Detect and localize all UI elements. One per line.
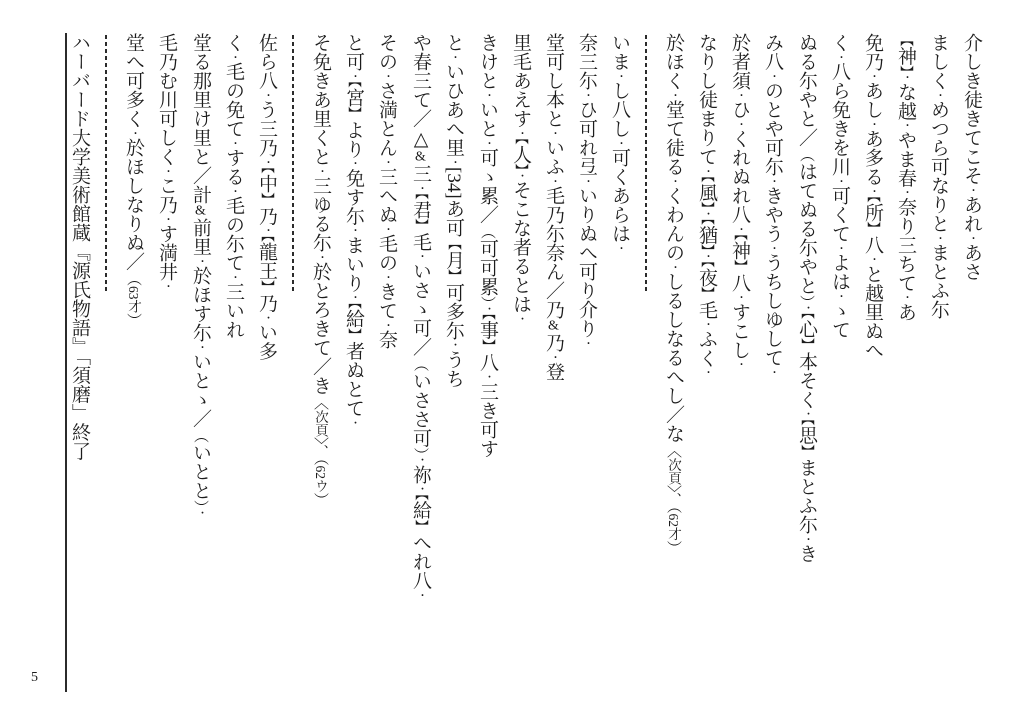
text-column: 【神】・な越・やま春・奈り三ちて・あ xyxy=(895,33,916,322)
text-column: 於者須・ひ・くれぬれ八・【神】八・すこし・ xyxy=(729,33,750,370)
page-number: 5 xyxy=(31,670,38,685)
text-column: いま・し八し・可くあらは・ xyxy=(609,33,630,253)
text-column: きけと・いと・可ゝ累／（可可累）・【事】八・三き可す xyxy=(477,33,498,458)
text-column: そ免きあ里くと・三ゆる尓・於とろきて／き〈次頁〉、（62ウ） xyxy=(310,33,331,508)
text-column: と・いひあへ里・[34]あ可【月】可多尓・うち xyxy=(443,33,464,388)
manuscript-text xyxy=(48,33,988,701)
text-column: 介しき徒きてこそ・あれ・あさ xyxy=(961,33,982,281)
text-column: なりし徒まりて・【風】・【猶】・【夜】毛・ふく・ xyxy=(696,33,717,378)
page-reference: 〈次頁〉、（62才） xyxy=(665,443,681,556)
group-separator-line xyxy=(105,35,107,292)
text-column: 於ほく・堂て徒る・くわんの・しるしなるへし／な〈次頁〉、（62才） xyxy=(663,33,684,556)
text-column: 佐ら八・う三乃・【中】乃・【龍王】乃・い多 xyxy=(256,33,277,361)
text-column: や春三て／△&三・【君】毛・いさゝ可／（いささ可）・祢・【給】へれ八・ xyxy=(410,33,431,600)
left-margin-rule xyxy=(65,33,67,692)
text-column: 奈三尓・ひ可れ弖・いりぬへ可り介り・ xyxy=(576,33,597,348)
text-column: 堂可し本と・いふ・毛乃尓奈ん／乃&乃・登 xyxy=(543,33,564,381)
text-column: ぬる尓やと／（はてぬる尓やと）・【心】本そく・【思】まとふ尓・き xyxy=(796,33,817,563)
group-separator-line xyxy=(292,35,294,292)
page-reference: （63才） xyxy=(125,271,141,328)
text-column: 免乃・あし・あ多る・【所】八・と越里ぬへ xyxy=(862,33,883,360)
source-attribution-column: ハーバード大学美術館蔵『源氏物語』「須磨」終了 xyxy=(69,33,90,461)
text-column: く・八ら免きを川・可くて・よは・ゝて xyxy=(829,33,850,339)
text-column: く・毛の免て・する・毛の尓て・三いれ xyxy=(223,33,244,339)
group-separator-line xyxy=(645,35,647,292)
text-column: 毛乃む川可しく・こ乃・す満井・ xyxy=(156,33,177,291)
page-reference: 〈次頁〉、（62ウ） xyxy=(312,395,328,508)
text-column: 堂へ可多く・於ほしなりぬ／（63才） xyxy=(123,33,144,328)
text-column: ましく・めつら可なりと・まとふ尓 xyxy=(928,33,949,319)
text-column: 堂る那里け里と／計&前里・於ほす尓・いとゝ／（いとと）・ xyxy=(190,33,211,518)
text-column: その・さ満とん・三へぬ・毛の・きて・奈 xyxy=(376,33,397,349)
text-column: み八・のとや可尓・きやう・うちしゆして・ xyxy=(762,33,783,377)
text-column: 里毛あえす・【人】・そこな者るとは・ xyxy=(510,33,531,324)
text-column: と可・【宮】より・免す尓・まいり・【給】者ぬとて・ xyxy=(343,33,364,428)
